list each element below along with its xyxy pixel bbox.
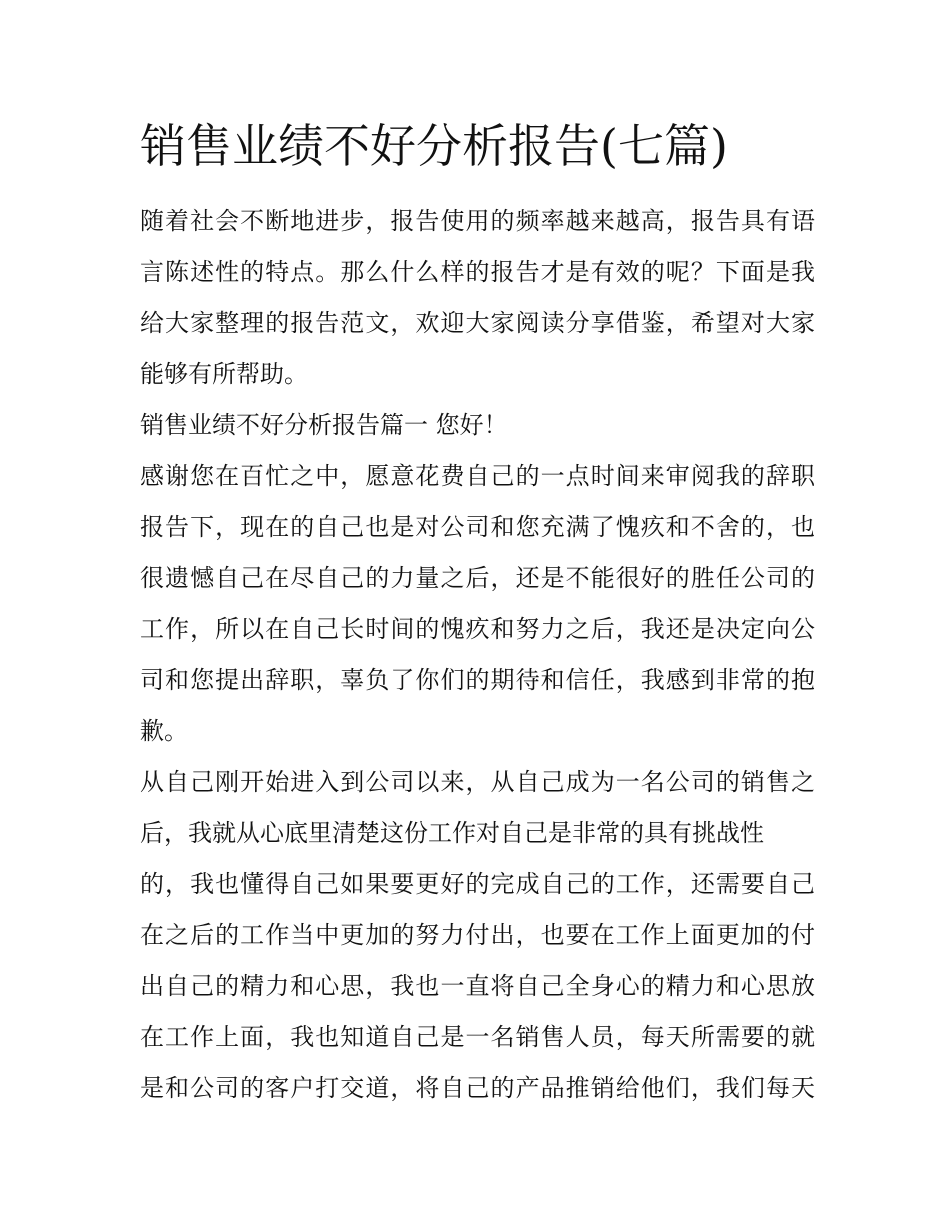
body-line: 是和公司的客户打交道，将自己的产品推销给他们，我们每天 [140, 1074, 815, 1102]
body-line: 后，我就从心底里清楚这份工作对自己是非常的具有挑战性 [140, 819, 764, 847]
body-line: 歉。 [140, 717, 188, 745]
body-line: 工作，所以在自己长时间的愧疚和努力之后，我还是决定向公 [140, 615, 815, 643]
body-line: 从自己刚开始进入到公司以来，从自己成为一名公司的销售之 [140, 768, 815, 796]
body-line: 司和您提出辞职，辜负了你们的期待和信任，我感到非常的抱 [140, 666, 815, 694]
body-line: 在之后的工作当中更加的努力付出，也要在工作上面更加的付 [140, 921, 815, 949]
body-line: 在工作上面，我也知道自己是一名销售人员，每天所需要的就 [140, 1023, 815, 1051]
body-line: 随着社会不断地进步，报告使用的频率越来越高，报告具有语 [140, 207, 815, 235]
body-line: 很遗憾自己在尽自己的力量之后，还是不能很好的胜任公司的 [140, 564, 815, 592]
body-line: 给大家整理的报告范文，欢迎大家阅读分享借鉴，希望对大家 [140, 309, 815, 337]
body-line: 出自己的精力和心思，我也一直将自己全身心的精力和心思放 [140, 972, 815, 1000]
document-title: 销售业绩不好分析报告(七篇) [140, 119, 728, 173]
body-line: 言陈述性的特点。那么什么样的报告才是有效的呢？下面是我 [140, 258, 815, 286]
body-line: 销售业绩不好分析报告篇一 您好！ [140, 411, 508, 439]
body-line: 报告下，现在的自己也是对公司和您充满了愧疚和不舍的，也 [140, 513, 815, 541]
body-line: 的，我也懂得自己如果要更好的完成自己的工作，还需要自己 [140, 870, 815, 898]
document-body [140, 196, 815, 1114]
body-line: 感谢您在百忙之中，愿意花费自己的一点时间来审阅我的辞职 [140, 462, 815, 490]
body-line: 能够有所帮助。 [140, 360, 308, 388]
